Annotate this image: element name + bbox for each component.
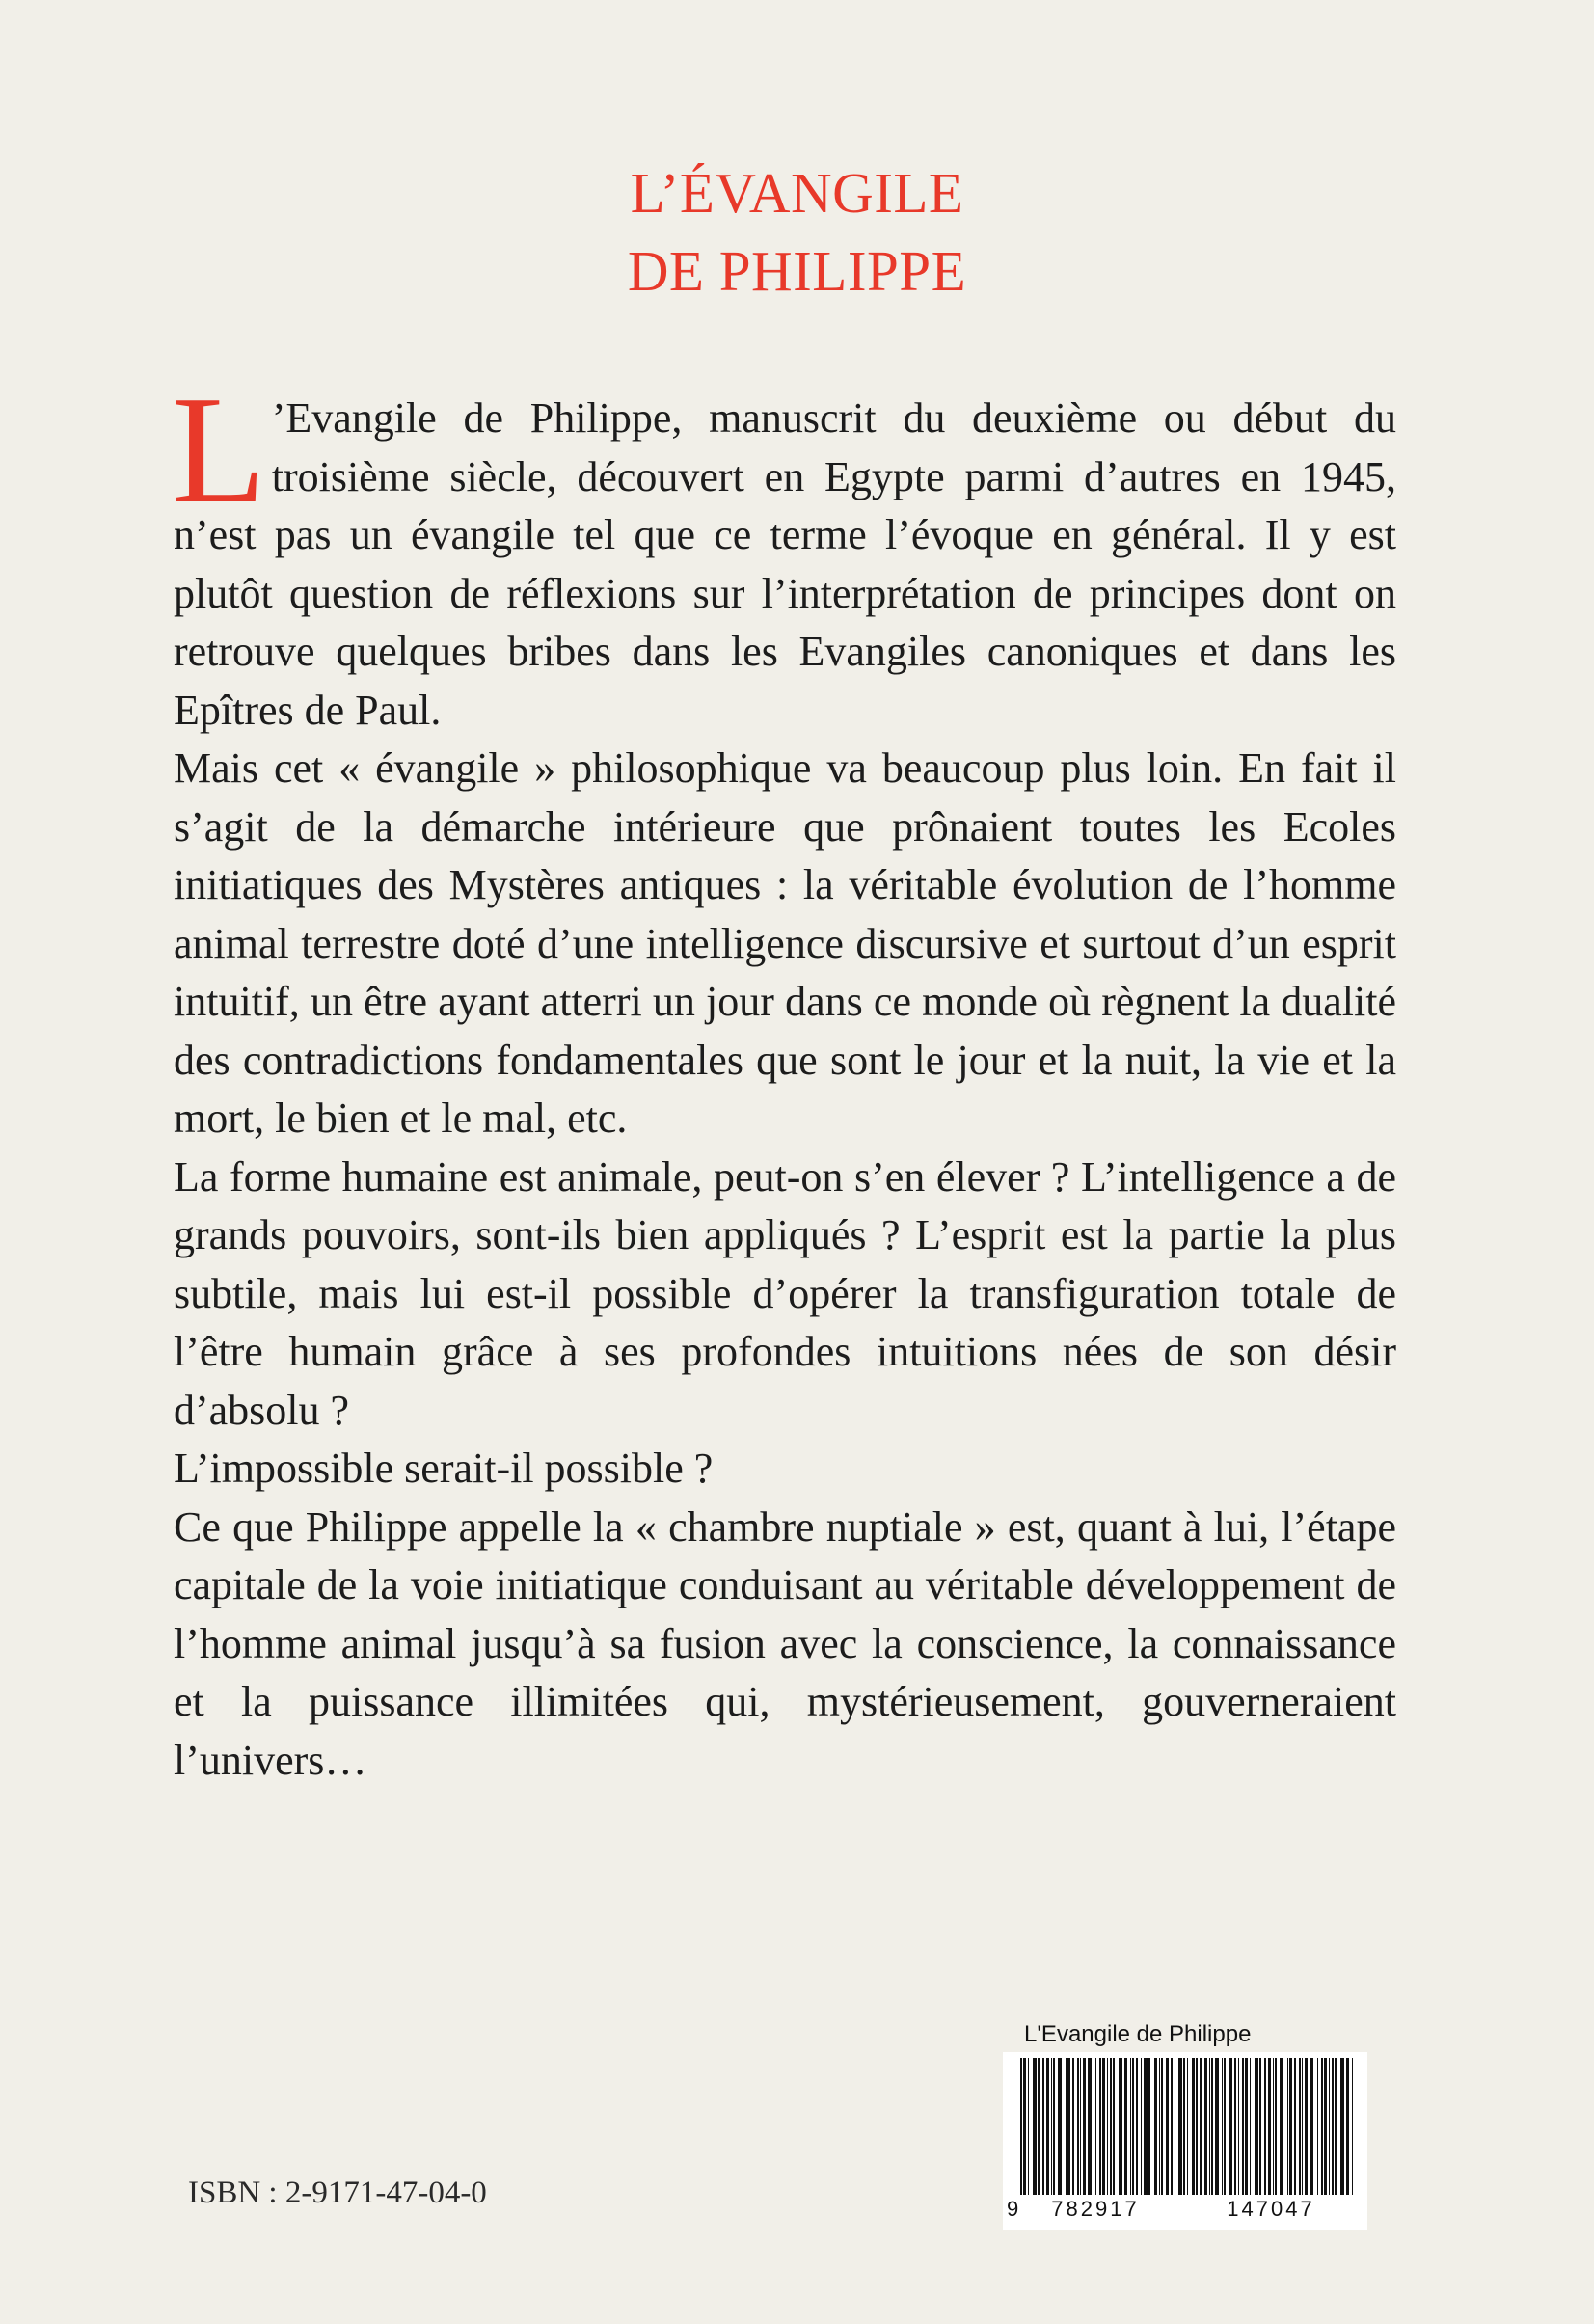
barcode-bar — [1329, 2058, 1330, 2195]
barcode-bar — [1130, 2058, 1131, 2195]
barcode-bar — [1119, 2058, 1122, 2195]
barcode — [1003, 2052, 1367, 2230]
barcode-bar — [1196, 2058, 1198, 2195]
barcode-bar — [1200, 2058, 1202, 2195]
barcode-bar — [1192, 2058, 1195, 2195]
barcode-bar — [1324, 2058, 1327, 2195]
barcode-bar — [1171, 2058, 1173, 2195]
barcode-bar — [1305, 2058, 1308, 2195]
blurb-paragraph-1-text: ’Evangile de Philippe, manuscrit du deuxième ou début du troisième siècle, découvert en Egypte parmi d’autres en 1945, n’est pas un évangile tel que ce terme l’évoque en général. Il y est plutôt question de réflexions sur l’interprétation de principes dont on retrouve quelques bribes dans les Evangiles canoniques et dans les Epîtres de Paul. — [174, 394, 1396, 734]
barcode-bar — [1234, 2058, 1236, 2195]
blurb-paragraph-2: Mais cet « évangile » philosophique va beaucoup plus loin. En fait il s’agit de la démarche intérieure que prônaient toutes les Ecoles initiatiques des Mystères antiques : la véritable évolution de l’homme animal terrestre doté d’une intelligence discursive et surtout d’un esprit intuitif, un être ayant atterri un jour dans ce monde où règnent la dualité des contradictions fondamentales que sont le jour et la nuit, la vie et la mort, le bien et le mal, etc. — [174, 744, 1396, 1142]
blurb-paragraph-5: Ce que Philippe appelle la « chambre nuptiale » est, quant à lui, l’étape capitale de la voie initiatique conduisant au véritable développement de l’homme animal jusqu’à sa fusion avec la conscience, la connaissance et la puissance illimitées qui, mystérieusement, gouverneraient l’univers… — [174, 1502, 1396, 1784]
barcode-bar — [1095, 2058, 1096, 2195]
barcode-bar — [1294, 2058, 1296, 2195]
barcode-bar — [1215, 2058, 1219, 2195]
barcode-bar — [1144, 2058, 1148, 2195]
barcode-bar — [1072, 2058, 1074, 2195]
blurb-paragraph-4: L’impossible serait-il possible ? — [174, 1445, 714, 1492]
barcode-bar — [1222, 2058, 1223, 2195]
barcode-bar — [1299, 2058, 1301, 2195]
barcode-bar — [1332, 2058, 1334, 2195]
barcode-bar — [1124, 2058, 1127, 2195]
barcode-bar — [1067, 2058, 1070, 2195]
barcode-bar — [1028, 2058, 1029, 2195]
barcode-digits-left: 782917 — [1051, 2197, 1140, 2221]
barcode-bar — [1340, 2058, 1344, 2195]
barcode-bar — [1317, 2058, 1318, 2195]
barcode-bar — [1264, 2058, 1266, 2195]
barcode-bar — [1161, 2058, 1163, 2195]
barcode-bar — [1113, 2058, 1115, 2195]
barcode-bar — [1102, 2058, 1105, 2195]
barcode-bar — [1209, 2058, 1210, 2195]
barcode-bar — [1302, 2058, 1303, 2195]
barcode-bar — [1229, 2058, 1232, 2195]
barcode-bar — [1224, 2058, 1226, 2195]
barcode-bar — [1259, 2058, 1261, 2195]
isbn: ISBN : 2-9171-47-04-0 — [188, 2175, 487, 2210]
barcode-bar — [1166, 2058, 1169, 2195]
barcode-bar — [1250, 2058, 1251, 2195]
barcode-bar — [1245, 2058, 1248, 2195]
barcode-bar — [1077, 2058, 1079, 2195]
blurb-paragraph-1 — [172, 364, 1396, 740]
blurb-paragraph-3: La forme humaine est animale, peut-on s’en élever ? L’intelligence a de grands pouvoirs, sont-ils bien appliqués ? L’esprit est la partie la plus subtile, mais lui est-il possible d’opérer la transfiguration totale de l’être humain grâce à ses profondes intuitions nées de son désir d’absolu ? — [174, 1152, 1396, 1434]
barcode-bar — [1053, 2058, 1055, 2195]
blurb — [172, 364, 1396, 1790]
barcode-digits-lead: 9 — [1007, 2197, 1019, 2221]
barcode-bar — [1088, 2058, 1092, 2195]
barcode-bar — [1141, 2058, 1142, 2195]
book-title — [0, 154, 1594, 311]
barcode-bar — [1289, 2058, 1292, 2195]
barcode-bar — [1132, 2058, 1134, 2195]
barcode-bar — [1154, 2058, 1157, 2195]
barcode-bar — [1242, 2058, 1244, 2195]
barcode-bar — [1255, 2058, 1258, 2195]
barcode-bar — [1099, 2058, 1101, 2195]
barcode-bar — [1268, 2058, 1271, 2195]
barcode-bar — [1204, 2058, 1207, 2195]
barcode-bar — [1080, 2058, 1081, 2195]
barcode-bar — [1110, 2058, 1112, 2195]
barcode-bar — [1058, 2058, 1062, 2195]
barcode-label: L'Evangile de Philippe — [1024, 2021, 1252, 2047]
barcode-bar — [1335, 2058, 1337, 2195]
barcode-bar — [1136, 2058, 1138, 2195]
barcode-bar — [1287, 2058, 1288, 2195]
barcode-bar — [1346, 2058, 1349, 2195]
barcode-bar — [1033, 2058, 1037, 2195]
barcode-bar — [1051, 2058, 1052, 2195]
barcode-bar — [1046, 2058, 1049, 2195]
barcode-bar — [1238, 2058, 1239, 2195]
barcode-bar — [1275, 2058, 1277, 2195]
barcode-bar — [1310, 2058, 1313, 2195]
barcode-bar — [1280, 2058, 1283, 2195]
barcode-bar — [1273, 2058, 1274, 2195]
barcode-digits-right: 147047 — [1227, 2197, 1315, 2221]
barcode-bar — [1321, 2058, 1323, 2195]
book-title-line-1: L’ÉVANGILE — [630, 161, 964, 225]
barcode-bar — [1107, 2058, 1108, 2195]
book-title-line-2: DE PHILIPPE — [627, 239, 967, 303]
barcode-bar — [1178, 2058, 1182, 2195]
barcode-bar — [1066, 2058, 1067, 2195]
barcode-bar — [1211, 2058, 1213, 2195]
barcode-bar — [1038, 2058, 1040, 2195]
drop-cap: L — [172, 364, 266, 535]
barcode-bar — [1159, 2058, 1160, 2195]
barcode-bar — [1083, 2058, 1086, 2195]
barcode-bar — [1148, 2058, 1150, 2195]
barcode-bar — [1042, 2058, 1044, 2195]
